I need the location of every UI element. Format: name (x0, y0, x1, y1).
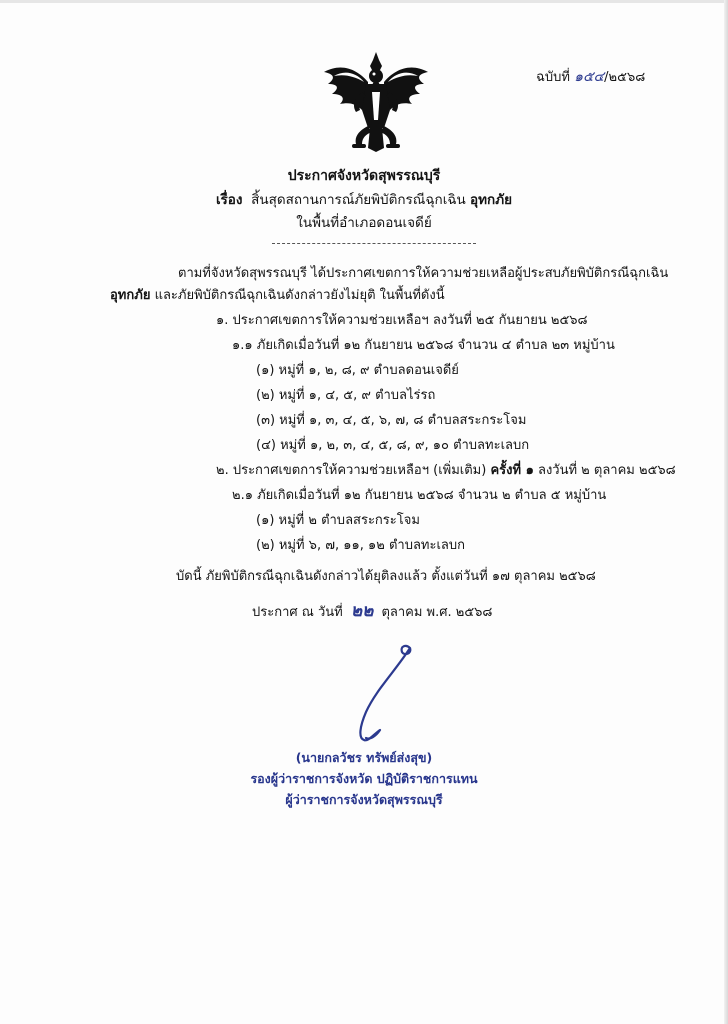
subject-bold: อุทกภัย (470, 192, 513, 208)
item-2 (216, 459, 676, 480)
signatory-position-2: ผู้ว่าราชการจังหวัดสุพรรณบุรี (285, 792, 443, 807)
list-item: (๒) หมู่ที่ ๖, ๗, ๑๑, ๑๒ ตำบลทะเลบก (256, 538, 466, 553)
intro-line-1: ตามที่จังหวัดสุพรรณบุรี ได้ประกาศเขตการให้ความช่วยเหลือผู้ประสบภัยพิบัติกรณีฉุกเฉิน (178, 266, 669, 281)
announce-date (252, 597, 492, 624)
intro-line-2-rest: และภัยพิบัติกรณีฉุกเฉินดังกล่าวยังไม่ยุติ ในพื้นที่ดังนี้ (154, 288, 445, 303)
handwritten-signature (336, 640, 436, 752)
item-1: ๑. ประกาศเขตการให้ความช่วยเหลือฯ ลงวันที่ ๒๕ กันยายน ๒๕๖๘ (216, 313, 588, 328)
item-2-pre: ๒. ประกาศเขตการให้ความช่วยเหลือฯ (เพิ่มเติม) (216, 463, 487, 478)
document-number (536, 66, 645, 88)
conclusion: บัดนี้ ภัยพิบัติกรณีฉุกเฉินดังกล่าวได้ยุติลงแล้ว ตั้งแต่วันที่ ๑๗ ตุลาคม ๒๕๖๘ (176, 569, 596, 584)
item-1-1: ๑.๑ ภัยเกิดเมื่อวันที่ ๑๒ กันยายน ๒๕๖๘ จำนวน ๔ ตำบล ๒๓ หมู่บ้าน (232, 338, 615, 353)
garuda-emblem-icon (322, 52, 430, 152)
signatory-name: (นายกลวัชร ทรัพย์ส่งสุข) (295, 750, 433, 765)
subject-line-2: ในพื้นที่อำเภอดอนเจดีย์ (296, 215, 432, 231)
divider (272, 243, 476, 244)
announce-suffix: ตุลาคม พ.ศ. ๒๕๖๘ (381, 605, 493, 620)
announce-day-handwritten: ๒๒ (350, 601, 374, 621)
intro-line-2 (110, 284, 445, 305)
intro-hazard-bold: อุทกภัย (110, 288, 151, 303)
list-item: (๔) หมู่ที่ ๑, ๒, ๓, ๔, ๕, ๘, ๙, ๑๐ ตำบลทะเลบก (256, 438, 530, 453)
item-2-post: ลงวันที่ ๒ ตุลาคม ๒๕๖๘ (537, 463, 676, 478)
subject-line (0, 188, 728, 210)
list-item: (๓) หมู่ที่ ๑, ๓, ๔, ๕, ๖, ๗, ๘ ตำบลสระกระโจม (256, 413, 527, 428)
list-item: (๑) หมู่ที่ ๑, ๒, ๘, ๙ ตำบลดอนเจดีย์ (256, 363, 459, 378)
document-number-suffix: /๒๕๖๘ (604, 70, 646, 85)
item-2-bold: ครั้งที่ ๑ (490, 463, 534, 478)
document-number-handwritten: ๑๕๔ (574, 69, 605, 85)
item-2-1: ๒.๑ ภัยเกิดเมื่อวันที่ ๑๒ กันยายน ๒๕๖๘ จำนวน ๒ ตำบล ๕ หมู่บ้าน (232, 488, 607, 503)
subject-text: สิ้นสุดสถานการณ์ภัยพิบัติกรณีฉุกเฉิน (251, 192, 466, 208)
document-number-prefix: ฉบับที่ (536, 70, 570, 85)
subject-label: เรื่อง (215, 192, 243, 208)
scan-edge-top (0, 0, 728, 3)
announcement-title: ประกาศจังหวัดสุพรรณบุรี (287, 168, 441, 184)
list-item: (๑) หมู่ที่ ๒ ตำบลสระกระโจม (256, 513, 420, 528)
signatory-position-1: รองผู้ว่าราชการจังหวัด ปฏิบัติราชการแทน (250, 771, 478, 786)
list-item: (๒) หมู่ที่ ๑, ๔, ๕, ๙ ตำบลไร่รถ (256, 388, 436, 403)
scan-edge-right (724, 0, 728, 1024)
announce-prefix: ประกาศ ณ วันที่ (252, 605, 343, 620)
